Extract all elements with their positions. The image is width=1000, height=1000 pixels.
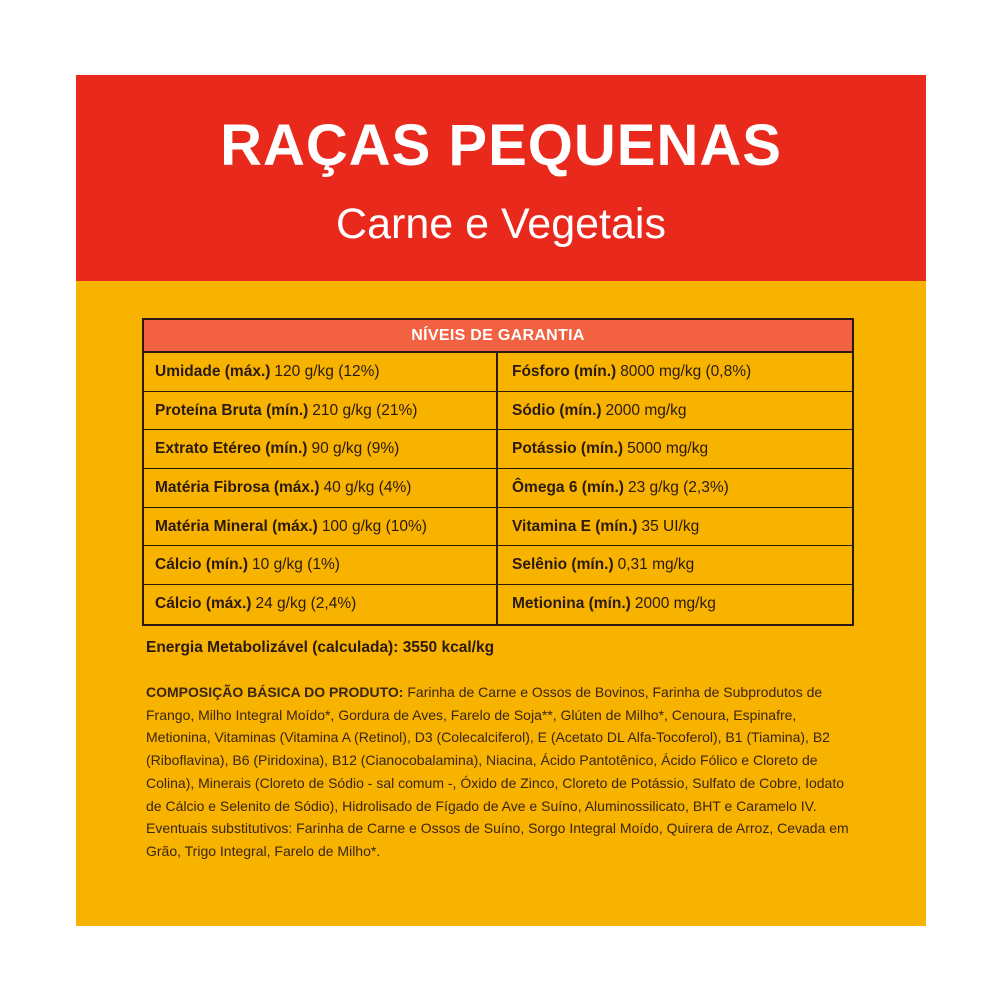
nutrient-label: Cálcio (máx.): [155, 595, 252, 613]
composition-paragraph: [146, 681, 856, 863]
guarantee-table-body: [144, 353, 852, 624]
nutrient-label: Umidade (máx.): [155, 362, 271, 380]
table-row: [498, 469, 852, 508]
nutrient-label: Potássio (mín.): [512, 440, 624, 458]
table-row: [498, 430, 852, 469]
table-row: [144, 392, 496, 431]
table-row: [498, 546, 852, 585]
nutrient-value: 2000 mg/kg: [605, 401, 687, 419]
product-title: RAÇAS PEQUENAS: [220, 113, 782, 178]
table-row: [498, 585, 852, 624]
composition-text: Farinha de Carne e Ossos de Bovinos, Farinha de Subprodutos de Frango, Milho Integral Moído*, Gordura de Aves, Farelo de Soja**, Glúten de Milho*, Cenoura, Espinafre, Metionina, Vitaminas (Vitamina A (Retinol), D3 (Colecalciferol), E (Acetato DL Alfa-Tocoferol), B1 (Tiamina), B2 (Riboflavina), B6 (Piridoxina), B12 (Cianocobalamina), Niacina, Ácido Pantotênico, Ácido Fólico e Cloreto de Colina), Minerais (Cloreto de Sódio - sal comum -, Óxido de Zinco, Cloreto de Potássio, Sulfato de Cobre, Iodato de Cálcio e Selenito de Sódio), Hidrolisado de Fígado de Ave e Suíno, Aluminossilicato, BHT e Caramelo IV. Eventuais substitutivos: Farinha de Carne e Ossos de Suíno, Sorgo Integral Moído, Quirera de Arroz, Cevada em Grão, Trigo Integral, Farelo de Milho*.: [146, 684, 849, 859]
nutrient-value: 10 g/kg (1%): [252, 556, 340, 574]
table-row: [144, 430, 496, 469]
nutrient-value: 210 g/kg (21%): [312, 401, 418, 419]
table-row: [144, 508, 496, 547]
product-label-panel: [76, 75, 926, 926]
guarantee-table-heading: NÍVEIS DE GARANTIA: [144, 320, 852, 353]
nutrient-value: 120 g/kg (12%): [274, 362, 380, 380]
nutrient-label: Selênio (mín.): [512, 556, 614, 574]
product-subtitle: Carne e Vegetais: [336, 200, 666, 248]
nutrient-value: 40 g/kg (4%): [323, 478, 412, 496]
nutrient-value: 0,31 mg/kg: [617, 556, 695, 574]
nutrient-label: Vitamina E (mín.): [512, 517, 638, 535]
nutrient-value: 35 UI/kg: [641, 517, 700, 535]
metabolizable-energy: Energia Metabolizável (calculada): 3550 kcal/kg: [146, 639, 495, 656]
nutrient-label: Metionina (mín.): [512, 595, 631, 613]
nutrient-label: Cálcio (mín.): [155, 556, 249, 574]
nutrient-label: Ômega 6 (mín.): [512, 478, 624, 496]
table-row: [498, 353, 852, 392]
table-row: [144, 585, 496, 624]
guarantee-column-left: [144, 353, 498, 624]
table-row: [498, 392, 852, 431]
table-row: [498, 508, 852, 547]
nutrient-label: Proteína Bruta (mín.): [155, 401, 309, 419]
nutrient-value: 2000 mg/kg: [634, 595, 716, 613]
nutrient-value: 5000 mg/kg: [627, 440, 709, 458]
guarantee-column-right: [498, 353, 852, 624]
nutrient-label: Matéria Mineral (máx.): [155, 517, 318, 535]
nutrient-value: 23 g/kg (2,3%): [627, 478, 729, 496]
header-banner: [76, 75, 926, 281]
nutrient-value: 100 g/kg (10%): [321, 517, 427, 535]
table-row: [144, 469, 496, 508]
nutrient-label: Fósforo (mín.): [512, 362, 617, 380]
nutrient-label: Extrato Etéreo (mín.): [155, 440, 308, 458]
nutrient-value: 90 g/kg (9%): [311, 440, 400, 458]
nutrient-value: 8000 mg/kg (0,8%): [620, 362, 752, 380]
guarantee-levels-table: [142, 318, 854, 626]
nutrient-label: Sódio (mín.): [512, 401, 602, 419]
composition-label: COMPOSIÇÃO BÁSICA DO PRODUTO:: [146, 684, 404, 700]
nutrient-label: Matéria Fibrosa (máx.): [155, 478, 320, 496]
table-row: [144, 353, 496, 392]
table-row: [144, 546, 496, 585]
nutrient-value: 24 g/kg (2,4%): [255, 595, 357, 613]
